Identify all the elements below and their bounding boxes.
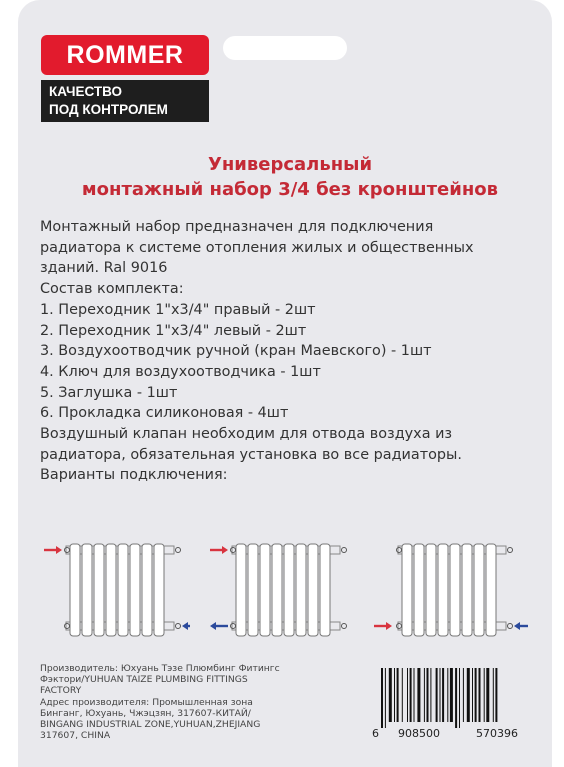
barcode-bar	[459, 668, 460, 728]
barcode-bar	[467, 668, 470, 722]
barcode-bar	[484, 668, 485, 722]
barcode-bar	[410, 668, 412, 722]
product-title	[40, 152, 540, 202]
barcode-bar	[447, 668, 448, 722]
barcode-bar	[430, 668, 431, 722]
tagline-line1: КАЧЕСТВО	[49, 84, 123, 99]
barcode-bar	[486, 668, 489, 722]
barcode-bar	[389, 668, 392, 722]
barcode-bar	[440, 668, 441, 722]
barcode-bar	[495, 668, 497, 722]
barcode-bar	[493, 668, 494, 722]
radiator-icon	[397, 544, 513, 636]
tagline-line2: ПОД КОНТРОЛЕМ	[49, 102, 168, 117]
barcode-bar	[417, 668, 420, 722]
barcode-bar	[436, 668, 438, 722]
kit-item: 6. Прокладка силиконовая - 4шт	[40, 405, 289, 422]
barcode-bar	[407, 668, 408, 722]
manufacturer-line: 317607, CHINA	[40, 730, 111, 742]
barcode-bar	[472, 668, 473, 722]
barcode-bar	[381, 668, 383, 728]
connection-diagram-3	[372, 540, 532, 645]
barcode-bar	[397, 668, 399, 722]
barcode-bar	[455, 668, 457, 728]
radiator-icon	[231, 544, 347, 636]
supply-arrow-icon	[210, 546, 228, 554]
rommer-logo: ROMMER	[41, 35, 209, 75]
barcode-bar	[424, 668, 425, 722]
manufacturer-info	[40, 663, 356, 741]
barcode-bar	[442, 668, 444, 722]
barcode-group-1: 908500	[398, 727, 440, 740]
kit-heading: Состав комплекта:	[40, 281, 184, 298]
barcode-bar	[402, 668, 403, 722]
desc-line: Воздушный клапан необходим для отвода воздуха из	[40, 426, 453, 443]
title-line1: Универсальный	[207, 154, 373, 175]
barcode-bar	[475, 668, 477, 722]
kit-item: 4. Ключ для воздухоотводчика - 1шт	[40, 363, 321, 380]
kit-item: 2. Переходник 1"х3/4" левый - 2шт	[40, 322, 307, 339]
desc-line: зданий. Ral 9016	[40, 260, 168, 277]
connection-diagram-1	[40, 540, 190, 645]
product-description	[40, 217, 546, 486]
title-line2: монтажный набор 3/4 без кронштейнов	[81, 179, 499, 200]
return-arrow-icon	[182, 622, 190, 630]
variants-heading: Варианты подключения:	[40, 467, 228, 484]
barcode-number	[372, 727, 542, 741]
barcode-bar	[427, 668, 429, 722]
manufacturer-line: Фэктори/YUHUAN TAIZE PLUMBING FITTINGS	[40, 674, 248, 686]
hang-hole	[223, 36, 347, 60]
kit-item: 1. Переходник 1"х3/4" правый - 2шт	[40, 301, 316, 318]
radiator-icon	[65, 544, 181, 636]
barcode-group-2: 570396	[476, 727, 518, 740]
barcode-bar	[385, 668, 386, 728]
manufacturer-line: Адрес производителя: Промышленная зона	[40, 696, 253, 708]
kit-item: 3. Воздухоотводчик ручной (кран Маевского) - 1шт	[40, 343, 432, 360]
supply-arrow-icon	[44, 546, 62, 554]
desc-line: радиатора к системе отопления жилых и общественных	[40, 239, 474, 256]
barcode-first-digit: 6	[372, 727, 379, 740]
supply-arrow-icon	[374, 622, 392, 630]
barcode-bar	[414, 668, 415, 722]
desc-line: Монтажный набор предназначен для подключения	[40, 219, 434, 235]
barcode-bar	[394, 668, 395, 722]
connection-diagrams	[40, 540, 540, 645]
barcode-bar	[450, 668, 453, 722]
barcode	[381, 668, 531, 728]
kit-item: 5. Заглушка - 1шт	[40, 384, 178, 401]
barcode-bar	[479, 668, 481, 722]
manufacturer-line: Бинганг, Юхуань, Чжэцзян, 317607-КИТАЙ/	[40, 707, 251, 719]
manufacturer-line: Производитель: Юхуань Тэзе Плюмбинг Фитингс	[40, 663, 280, 674]
manufacturer-line: BINGANG INDUSTRIAL ZONE,YUHUAN,ZHEJIANG	[40, 719, 261, 731]
brand-tagline	[41, 80, 209, 122]
connection-diagram-2	[206, 540, 356, 645]
barcode-bar	[463, 668, 464, 722]
desc-line: радиатора, обязательная установка во все радиаторы.	[40, 446, 462, 463]
return-arrow-icon	[514, 622, 528, 630]
manufacturer-line: FACTORY	[40, 685, 82, 697]
return-arrow-icon	[210, 622, 228, 630]
